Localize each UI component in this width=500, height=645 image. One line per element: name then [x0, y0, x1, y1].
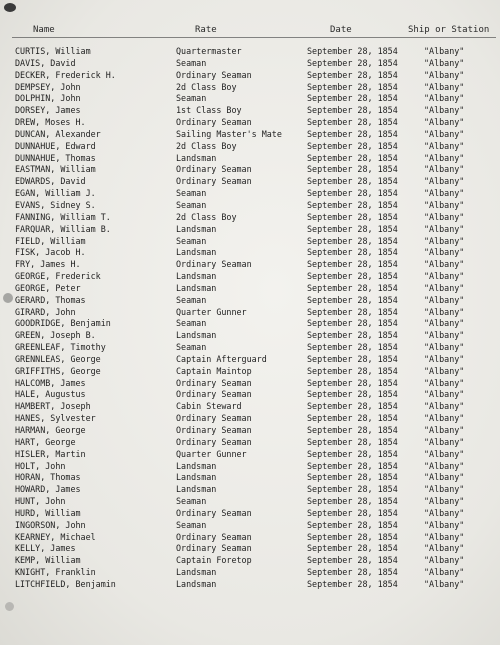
sailor-rate: Captain Foretop: [176, 555, 252, 566]
enlistment-date: September 28, 1854: [307, 496, 398, 507]
sailor-name: LITCHFIELD, Benjamin: [15, 578, 116, 589]
ship-name: "Albany": [424, 377, 465, 388]
sailor-rate: Landsman: [176, 330, 217, 341]
sailor-rate: 2d Class Boy: [176, 81, 237, 92]
sailor-name: INGORSON, John: [15, 519, 86, 530]
enlistment-date: September 28, 1854: [307, 389, 398, 400]
sailor-rate: Seaman: [176, 342, 207, 353]
sailor-rate: 2d Class Boy: [176, 140, 237, 151]
enlistment-date: September 28, 1854: [307, 543, 398, 554]
enlistment-date: September 28, 1854: [307, 531, 398, 542]
roster-row: [0, 401, 500, 413]
roster-row: [0, 484, 500, 496]
ship-name: "Albany": [424, 199, 465, 210]
sailor-name: DUNCAN, Alexander: [15, 128, 101, 139]
sailor-rate: Seaman: [176, 57, 207, 68]
ship-name: "Albany": [424, 555, 465, 566]
enlistment-date: September 28, 1854: [307, 235, 398, 246]
sailor-name: DECKER, Frederick H.: [15, 69, 116, 80]
ship-name: "Albany": [424, 460, 465, 471]
roster-row: [0, 236, 500, 248]
sailor-rate: Ordinary Seaman: [176, 259, 252, 270]
enlistment-date: September 28, 1854: [307, 472, 398, 483]
sailor-name: FISK, Jacob H.: [15, 247, 86, 258]
ship-name: "Albany": [424, 176, 465, 187]
roster-row: [0, 378, 500, 390]
ship-name: "Albany": [424, 128, 465, 139]
ship-name: "Albany": [424, 330, 465, 341]
enlistment-date: September 28, 1854: [307, 436, 398, 447]
ship-name: "Albany": [424, 413, 465, 424]
ship-name: "Albany": [424, 318, 465, 329]
ship-name: "Albany": [424, 567, 465, 578]
roster-row: [0, 153, 500, 165]
ship-name: "Albany": [424, 81, 465, 92]
roster-row: [0, 224, 500, 236]
ship-name: "Albany": [424, 93, 465, 104]
sailor-name: DAVIS, David: [15, 57, 76, 68]
roster-row: [0, 129, 500, 141]
roster-row: [0, 532, 500, 544]
roster-row: [0, 93, 500, 105]
ship-name: "Albany": [424, 531, 465, 542]
roster-row: [0, 200, 500, 212]
roster-row: [0, 271, 500, 283]
sailor-name: FRY, James H.: [15, 259, 81, 270]
sailor-rate: 1st Class Boy: [176, 105, 242, 116]
enlistment-date: September 28, 1854: [307, 342, 398, 353]
sailor-rate: Ordinary Seaman: [176, 117, 252, 128]
sailor-name: DEMPSEY, John: [15, 81, 81, 92]
sailor-rate: Landsman: [176, 271, 217, 282]
sailor-rate: Seaman: [176, 188, 207, 199]
ship-name: "Albany": [424, 507, 465, 518]
sailor-name: FIELD, William: [15, 235, 86, 246]
roster-row: [0, 283, 500, 295]
sailor-name: DREW, Moses H.: [15, 117, 86, 128]
header-name: Name: [33, 25, 55, 35]
ship-name: "Albany": [424, 271, 465, 282]
enlistment-date: September 28, 1854: [307, 176, 398, 187]
sailor-rate: Landsman: [176, 152, 217, 163]
sailor-rate: Ordinary Seaman: [176, 176, 252, 187]
ink-blot: [4, 3, 16, 12]
sailor-name: EDWARDS, David: [15, 176, 86, 187]
sailor-name: HOLT, John: [15, 460, 66, 471]
ship-name: "Albany": [424, 389, 465, 400]
sailor-name: HAMBERT, Joseph: [15, 401, 91, 412]
roster-row: [0, 425, 500, 437]
roster-row: [0, 70, 500, 82]
roster-row: [0, 117, 500, 129]
ship-name: "Albany": [424, 401, 465, 412]
sailor-rate: Landsman: [176, 247, 217, 258]
ship-name: "Albany": [424, 211, 465, 222]
sailor-name: HALE, Augustus: [15, 389, 86, 400]
roster-row: [0, 307, 500, 319]
ship-name: "Albany": [424, 247, 465, 258]
ship-name: "Albany": [424, 496, 465, 507]
sailor-rate: Ordinary Seaman: [176, 69, 252, 80]
enlistment-date: September 28, 1854: [307, 365, 398, 376]
sailor-rate: Ordinary Seaman: [176, 531, 252, 542]
sailor-rate: Seaman: [176, 496, 207, 507]
sailor-rate: Seaman: [176, 294, 207, 305]
enlistment-date: September 28, 1854: [307, 199, 398, 210]
enlistment-date: September 28, 1854: [307, 401, 398, 412]
sailor-rate: Landsman: [176, 460, 217, 471]
roster-row: [0, 543, 500, 555]
enlistment-date: September 28, 1854: [307, 413, 398, 424]
enlistment-date: September 28, 1854: [307, 377, 398, 388]
sailor-rate: Seaman: [176, 93, 207, 104]
roster-row: [0, 330, 500, 342]
ship-name: "Albany": [424, 140, 465, 151]
enlistment-date: September 28, 1854: [307, 117, 398, 128]
enlistment-date: September 28, 1854: [307, 223, 398, 234]
sailor-name: EVANS, Sidney S.: [15, 199, 96, 210]
sailor-name: CURTIS, William: [15, 46, 91, 56]
enlistment-date: September 28, 1854: [307, 259, 398, 270]
ship-name: "Albany": [424, 306, 465, 317]
sailor-rate: Cabin Steward: [176, 401, 242, 412]
enlistment-date: September 28, 1854: [307, 164, 398, 175]
sailor-rate: Ordinary Seaman: [176, 377, 252, 388]
sailor-name: GEORGE, Peter: [15, 282, 81, 293]
enlistment-date: September 28, 1854: [307, 46, 398, 56]
enlistment-date: September 28, 1854: [307, 271, 398, 282]
enlistment-date: September 28, 1854: [307, 306, 398, 317]
roster-row: [0, 176, 500, 188]
enlistment-date: September 28, 1854: [307, 460, 398, 471]
roster-row: [0, 342, 500, 354]
ship-name: "Albany": [424, 425, 465, 435]
enlistment-date: September 28, 1854: [307, 69, 398, 80]
enlistment-date: September 28, 1854: [307, 93, 398, 104]
sailor-name: GERARD, Thomas: [15, 294, 86, 305]
sailor-name: HUNT, John: [15, 496, 66, 507]
enlistment-date: September 28, 1854: [307, 318, 398, 329]
roster-row: [0, 472, 500, 484]
enlistment-date: September 28, 1854: [307, 507, 398, 518]
header-rate: Rate: [195, 25, 217, 35]
sailor-rate: Quarter Gunner: [176, 448, 247, 459]
enlistment-date: September 28, 1854: [307, 188, 398, 199]
sailor-name: GREENLEAF, Timothy: [15, 342, 106, 353]
header-date: Date: [330, 25, 352, 35]
enlistment-date: September 28, 1854: [307, 448, 398, 459]
sailor-name: GREEN, Joseph B.: [15, 330, 96, 341]
ship-name: "Albany": [424, 282, 465, 293]
sailor-name: HANES, Sylvester: [15, 413, 96, 424]
ship-name: "Albany": [424, 484, 465, 495]
roster-row: [0, 212, 500, 224]
roster-row: [0, 259, 500, 271]
sailor-name: EASTMAN, William: [15, 164, 96, 175]
sailor-name: HART, George: [15, 436, 76, 447]
roster-row: [0, 366, 500, 378]
sailor-name: KEARNEY, Michael: [15, 531, 96, 542]
roster-row: [0, 449, 500, 461]
ship-name: "Albany": [424, 543, 465, 554]
sailor-name: DUNNAHUE, Edward: [15, 140, 96, 151]
roster-row: [0, 567, 500, 579]
enlistment-date: September 28, 1854: [307, 128, 398, 139]
enlistment-date: September 28, 1854: [307, 353, 398, 364]
punch-hole: [5, 602, 14, 611]
sailor-rate: Sailing Master's Mate: [176, 128, 282, 139]
enlistment-date: September 28, 1854: [307, 567, 398, 578]
ship-name: "Albany": [424, 353, 465, 364]
roster-row: [0, 295, 500, 307]
ship-name: "Albany": [424, 69, 465, 80]
enlistment-date: September 28, 1854: [307, 211, 398, 222]
sailor-rate: Ordinary Seaman: [176, 507, 252, 518]
sailor-name: FARQUAR, William B.: [15, 223, 111, 234]
sailor-rate: Seaman: [176, 519, 207, 530]
sailor-rate: Ordinary Seaman: [176, 413, 252, 424]
sailor-name: DUNNAHUE, Thomas: [15, 152, 96, 163]
roster-row: [0, 82, 500, 94]
ship-name: "Albany": [424, 294, 465, 305]
sailor-name: EGAN, William J.: [15, 188, 96, 199]
enlistment-date: September 28, 1854: [307, 152, 398, 163]
sailor-rate: Quarter Gunner: [176, 306, 247, 317]
sailor-name: HORAN, Thomas: [15, 472, 81, 483]
enlistment-date: September 28, 1854: [307, 81, 398, 92]
roster-row: [0, 461, 500, 473]
roster-row: [0, 105, 500, 117]
roster-row: [0, 413, 500, 425]
enlistment-date: September 28, 1854: [307, 484, 398, 495]
ship-name: "Albany": [424, 365, 465, 376]
roster-row: [0, 437, 500, 449]
sailor-rate: Ordinary Seaman: [176, 436, 252, 447]
enlistment-date: September 28, 1854: [307, 555, 398, 566]
header-ship: Ship or Station: [408, 25, 490, 35]
enlistment-date: September 28, 1854: [307, 57, 398, 68]
ship-name: "Albany": [424, 578, 465, 589]
header-divider: [12, 37, 496, 38]
sailor-rate: Ordinary Seaman: [176, 389, 252, 400]
sailor-name: KNIGHT, Franklin: [15, 567, 96, 578]
roster-row: [0, 354, 500, 366]
roster-row: [0, 520, 500, 532]
sailor-name: GRENNLEAS, George: [15, 353, 101, 364]
ship-name: "Albany": [424, 259, 465, 270]
ship-name: "Albany": [424, 223, 465, 234]
roster-row: [0, 579, 500, 591]
ship-name: "Albany": [424, 105, 465, 116]
roster-row: [0, 46, 500, 58]
ship-name: "Albany": [424, 152, 465, 163]
sailor-name: GOODRIDGE, Benjamin: [15, 318, 111, 329]
ship-name: "Albany": [424, 342, 465, 353]
roster-row: [0, 141, 500, 153]
sailor-rate: Landsman: [176, 282, 217, 293]
roster-row: [0, 496, 500, 508]
sailor-rate: Ordinary Seaman: [176, 425, 252, 435]
enlistment-date: September 28, 1854: [307, 282, 398, 293]
sailor-rate: Landsman: [176, 567, 217, 578]
roster-row: [0, 389, 500, 401]
enlistment-date: September 28, 1854: [307, 425, 398, 435]
ship-name: "Albany": [424, 472, 465, 483]
sailor-name: HISLER, Martin: [15, 448, 86, 459]
ship-name: "Albany": [424, 448, 465, 459]
ship-name: "Albany": [424, 188, 465, 199]
roster-list: [0, 46, 500, 591]
sailor-rate: 2d Class Boy: [176, 211, 237, 222]
sailor-name: DOLPHIN, John: [15, 93, 81, 104]
sailor-rate: Seaman: [176, 318, 207, 329]
sailor-name: FANNING, William T.: [15, 211, 111, 222]
sailor-name: GIRARD, John: [15, 306, 76, 317]
roster-row: [0, 555, 500, 567]
sailor-rate: Ordinary Seaman: [176, 164, 252, 175]
sailor-rate: Captain Afterguard: [176, 353, 267, 364]
ship-name: "Albany": [424, 57, 465, 68]
roster-row: [0, 188, 500, 200]
sailor-name: GEORGE, Frederick: [15, 271, 101, 282]
enlistment-date: September 28, 1854: [307, 140, 398, 151]
sailor-rate: Landsman: [176, 484, 217, 495]
enlistment-date: September 28, 1854: [307, 105, 398, 116]
sailor-name: HALCOMB, James: [15, 377, 86, 388]
roster-row: [0, 164, 500, 176]
roster-row: [0, 247, 500, 259]
ship-name: "Albany": [424, 436, 465, 447]
sailor-name: HURD, William: [15, 507, 81, 518]
sailor-rate: Quartermaster: [176, 46, 242, 56]
enlistment-date: September 28, 1854: [307, 247, 398, 258]
enlistment-date: September 28, 1854: [307, 330, 398, 341]
enlistment-date: September 28, 1854: [307, 578, 398, 589]
ship-name: "Albany": [424, 164, 465, 175]
sailor-rate: Seaman: [176, 199, 207, 210]
sailor-rate: Ordinary Seaman: [176, 543, 252, 554]
roster-row: [0, 318, 500, 330]
ship-name: "Albany": [424, 46, 465, 56]
ship-name: "Albany": [424, 235, 465, 246]
enlistment-date: September 28, 1854: [307, 294, 398, 305]
roster-row: [0, 508, 500, 520]
sailor-name: GRIFFITHS, George: [15, 365, 101, 376]
sailor-rate: Landsman: [176, 223, 217, 234]
ship-name: "Albany": [424, 117, 465, 128]
sailor-name: HARMAN, George: [15, 425, 86, 435]
sailor-name: KEMP, William: [15, 555, 81, 566]
sailor-rate: Landsman: [176, 472, 217, 483]
enlistment-date: September 28, 1854: [307, 519, 398, 530]
sailor-name: KELLY, James: [15, 543, 76, 554]
sailor-name: DORSEY, James: [15, 105, 81, 116]
sailor-rate: Landsman: [176, 578, 217, 589]
sailor-name: HOWARD, James: [15, 484, 81, 495]
sailor-rate: Seaman: [176, 235, 207, 246]
sailor-rate: Captain Maintop: [176, 365, 252, 376]
ship-name: "Albany": [424, 519, 465, 530]
roster-row: [0, 58, 500, 70]
